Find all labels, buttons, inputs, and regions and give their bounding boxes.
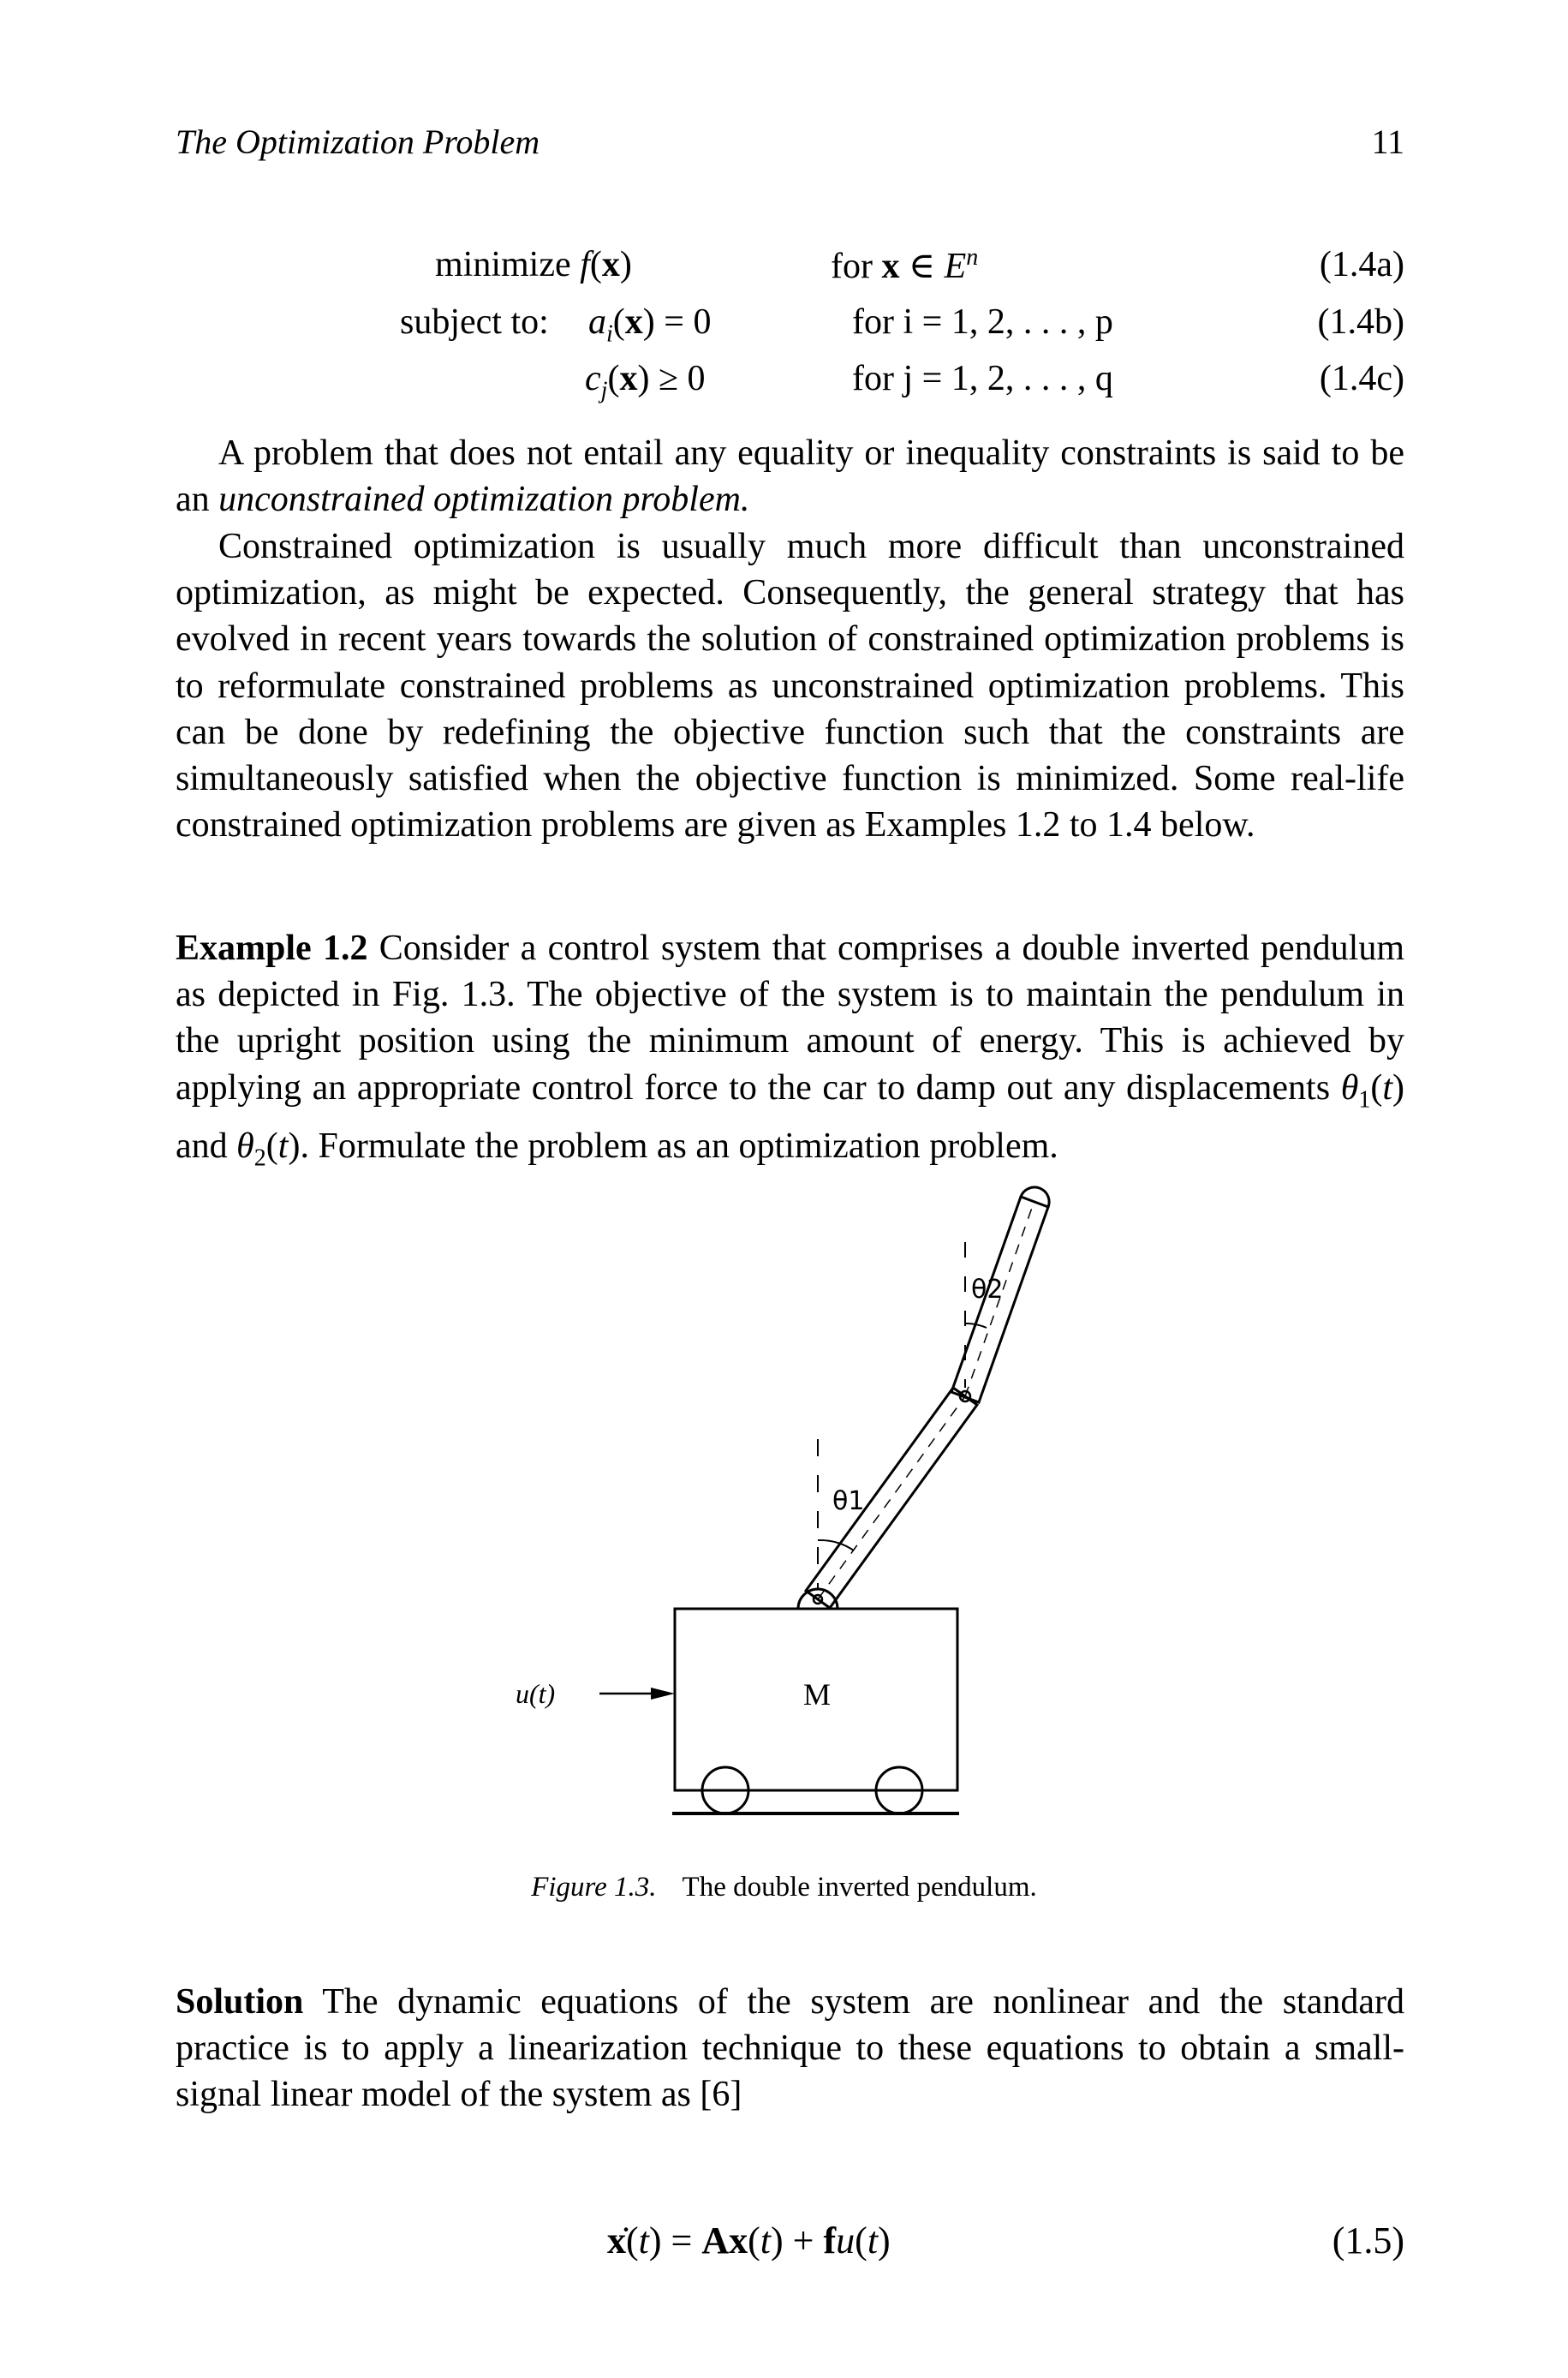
paragraph-constrained: Constrained optimization is usually much more difficult than unconstrained optimization, as might be expected. Consequently, the general strategy that has evolved in recent years towards the solution of constrained optimization problems is to reformulate constrained problems as unconstrained optimization problems. This can be done by redefining the objective function such that the constraints are simultaneously satisfied when the objective function is minimized. Some real-life constrained optimization problems are given as Examples 1.2 to 1.4 below. [176, 527, 1404, 845]
example-label: Example 1.2 [176, 929, 368, 968]
caption-text: The double inverted pendulum. [682, 1872, 1037, 1903]
figure-double-inverted-pendulum [480, 1182, 1079, 1850]
figure-caption [0, 1872, 1568, 1903]
solution-label: Solution [176, 1982, 304, 2022]
eq-1-4b-range: for i = 1, 2, . . . , p [852, 302, 1113, 342]
eq-1-4b-lhs: $a_i(x) = 0$ [588, 302, 712, 348]
eq-1-4a-domain: for x ∈ $E^n$ [831, 244, 979, 286]
label-force: u(t) [516, 1678, 556, 1709]
pendulum-link-1 [806, 1388, 977, 1608]
page-number: 11 [1371, 122, 1404, 161]
eq-number-1-5: (1.5) [1332, 2220, 1404, 2261]
running-header [176, 122, 1404, 173]
paragraph-solution: Solution The dynamic equations of the system are nonlinear and the standard practice is to apply a linearization technique to these equations to obtain a small-signal linear model of the system as [6] [176, 1982, 1404, 2115]
eq-label-minimize: minimize [435, 245, 571, 284]
label-theta1: θ1 [832, 1486, 865, 1516]
paragraph-example-1-2: Example 1.2 Consider a control system that comprises a double inverted pendulum as depicted in Fig. 1.3. The objective of the system is to maintain the pendulum in the upright position using the minimum amount of energy. This is achieved by applying an appropriate control force to the car to damp out any displacements $\theta_1(t)$ and $\theta_2(t)$. Formulate the problem as an optimization problem. [176, 929, 1404, 1172]
eq-number-1-4a: (1.4a) [1319, 245, 1404, 284]
eq-1-4c-lhs: $c_j(x) \ge 0$ [585, 359, 706, 404]
eq-number-1-4c: (1.4c) [1319, 359, 1404, 398]
eq-for-text: for [831, 247, 873, 286]
label-theta2: θ2 [971, 1275, 1004, 1305]
term-unconstrained: unconstrained optimization problem. [218, 480, 750, 520]
eq-number-1-4b: (1.4b) [1317, 302, 1404, 342]
eq-func: f [580, 245, 590, 284]
paragraph-unconstrained: A problem that does not entail any equality or inequality constraints is said to be an unconstrained optimization problem. [176, 433, 1404, 520]
equation-1-5 [176, 2219, 1404, 2270]
label-mass: M [803, 1677, 832, 1712]
eq-1-4c-range: for j = 1, 2, . . . , q [852, 359, 1113, 398]
running-title: The Optimization Problem [176, 122, 540, 161]
caption-label: Figure 1.3. [531, 1872, 657, 1903]
eq-1-5-body: ẋ(t) = Ax(t) + fu(t) [607, 2220, 891, 2261]
eq-1-4a-lhs: minimize f(x) [435, 245, 632, 284]
eq-1-4b-label: subject to: [400, 302, 549, 342]
